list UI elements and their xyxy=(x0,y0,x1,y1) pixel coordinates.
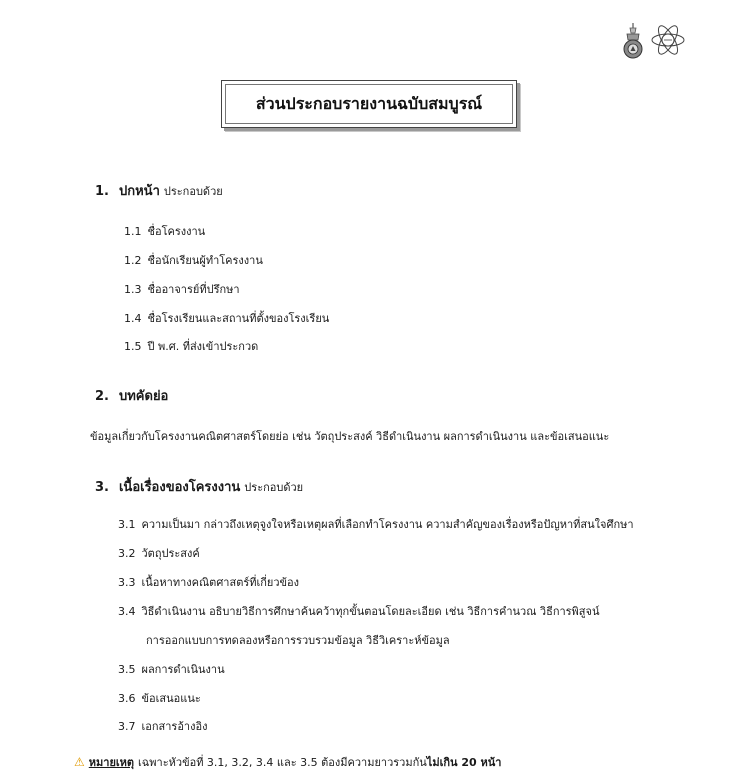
warning-icon: ⚠ xyxy=(74,755,85,769)
item-text: ความเป็นมา กล่าวถึงเหตุจูงใจหรือเหตุผลที่เลือกทำโครงงาน ความสำคัญของเรื่องหรือปัญหาที่สนใจศึกษา xyxy=(141,518,634,531)
item-text: วัตถุประสงค์ xyxy=(141,547,200,560)
title-box xyxy=(221,80,517,128)
item-text: เอกสารอ้างอิง xyxy=(141,720,208,733)
section-number: 1. xyxy=(95,184,109,199)
item-text: ข้อเสนอแนะ xyxy=(141,692,201,705)
section-number: 3. xyxy=(95,480,109,495)
section-suffix: ประกอบด้วย xyxy=(244,481,304,494)
item-number: 1.1 xyxy=(124,225,142,238)
section-suffix: ประกอบด้วย xyxy=(163,185,223,198)
header-logos xyxy=(620,22,686,60)
list-item xyxy=(124,309,329,327)
list-item xyxy=(124,280,240,298)
list-item xyxy=(124,251,263,269)
item-text: วิธีดำเนินงาน อธิบายวิธีการศึกษาค้นคว้าทุกขั้นตอนโดยละเอียด เช่น วิธีการคำนวณ วิธีการพิสูจน์ xyxy=(141,605,600,618)
list-item xyxy=(124,337,258,355)
list-item xyxy=(118,602,600,620)
section-title: ปกหน้า xyxy=(118,184,160,199)
list-item xyxy=(124,222,205,240)
item-number: 3.5 xyxy=(118,663,136,676)
item-text: ชื่อนักเรียนผู้ทำโครงงาน xyxy=(147,254,263,267)
section-2-heading xyxy=(95,385,168,406)
page-title: ส่วนประกอบรายงานฉบับสมบูรณ์ xyxy=(255,93,483,113)
note xyxy=(74,753,501,771)
item-text: ชื่อโครงงาน xyxy=(147,225,206,238)
section-number: 2. xyxy=(95,389,109,404)
note-label: หมายเหตุ xyxy=(88,756,135,769)
note-emphasis: ไม่เกิน 20 หน้า xyxy=(426,756,502,769)
atom-emblem-logo xyxy=(650,22,686,58)
temple-crest-logo xyxy=(620,22,646,60)
section-1-heading xyxy=(95,180,223,201)
item-number: 3.6 xyxy=(118,692,136,705)
note-text: เฉพาะหัวข้อที่ 3.1, 3.2, 3.4 และ 3.5 ต้องมีความยาวรวมกัน xyxy=(138,756,427,769)
item-number: 3.2 xyxy=(118,547,136,560)
section-3-heading xyxy=(95,476,303,497)
item-text: ชื่ออาจารย์ที่ปรึกษา xyxy=(147,283,240,296)
list-item xyxy=(118,689,201,707)
item-number: 1.2 xyxy=(124,254,142,267)
item-text: ผลการดำเนินงาน xyxy=(141,663,225,676)
item-number: 1.5 xyxy=(124,340,142,353)
abstract-paragraph: ข้อมูลเกี่ยวกับโครงงานคณิตศาสตร์โดยย่อ เช่น วัตถุประสงค์ วิธีดำเนินงาน ผลการดำเนินงาน และข้อเสนอแนะ xyxy=(90,430,610,443)
list-item-continuation xyxy=(146,631,450,649)
item-number: 3.4 xyxy=(118,605,136,618)
list-item xyxy=(118,544,200,562)
section-title: บทคัดย่อ xyxy=(118,389,169,404)
item-text: เนื้อหาทางคณิตศาสตร์ที่เกี่ยวข้อง xyxy=(141,576,300,589)
item-number: 3.7 xyxy=(118,720,136,733)
section-title: เนื้อเรื่องของโครงงาน xyxy=(118,480,241,495)
item-number: 1.4 xyxy=(124,312,142,325)
item-text: ปี พ.ศ. ที่ส่งเข้าประกวด xyxy=(147,340,259,353)
list-item xyxy=(118,515,634,533)
list-item xyxy=(118,573,299,591)
list-item xyxy=(118,717,207,735)
item-number: 1.3 xyxy=(124,283,142,296)
item-number: 3.3 xyxy=(118,576,136,589)
list-item xyxy=(118,660,225,678)
item-number: 3.1 xyxy=(118,518,136,531)
item-text: ชื่อโรงเรียนและสถานที่ตั้งของโรงเรียน xyxy=(147,312,330,325)
item-text: การออกแบบการทดลองหรือการรวบรวมข้อมูล วิธีวิเคราะห์ข้อมูล xyxy=(146,634,450,647)
